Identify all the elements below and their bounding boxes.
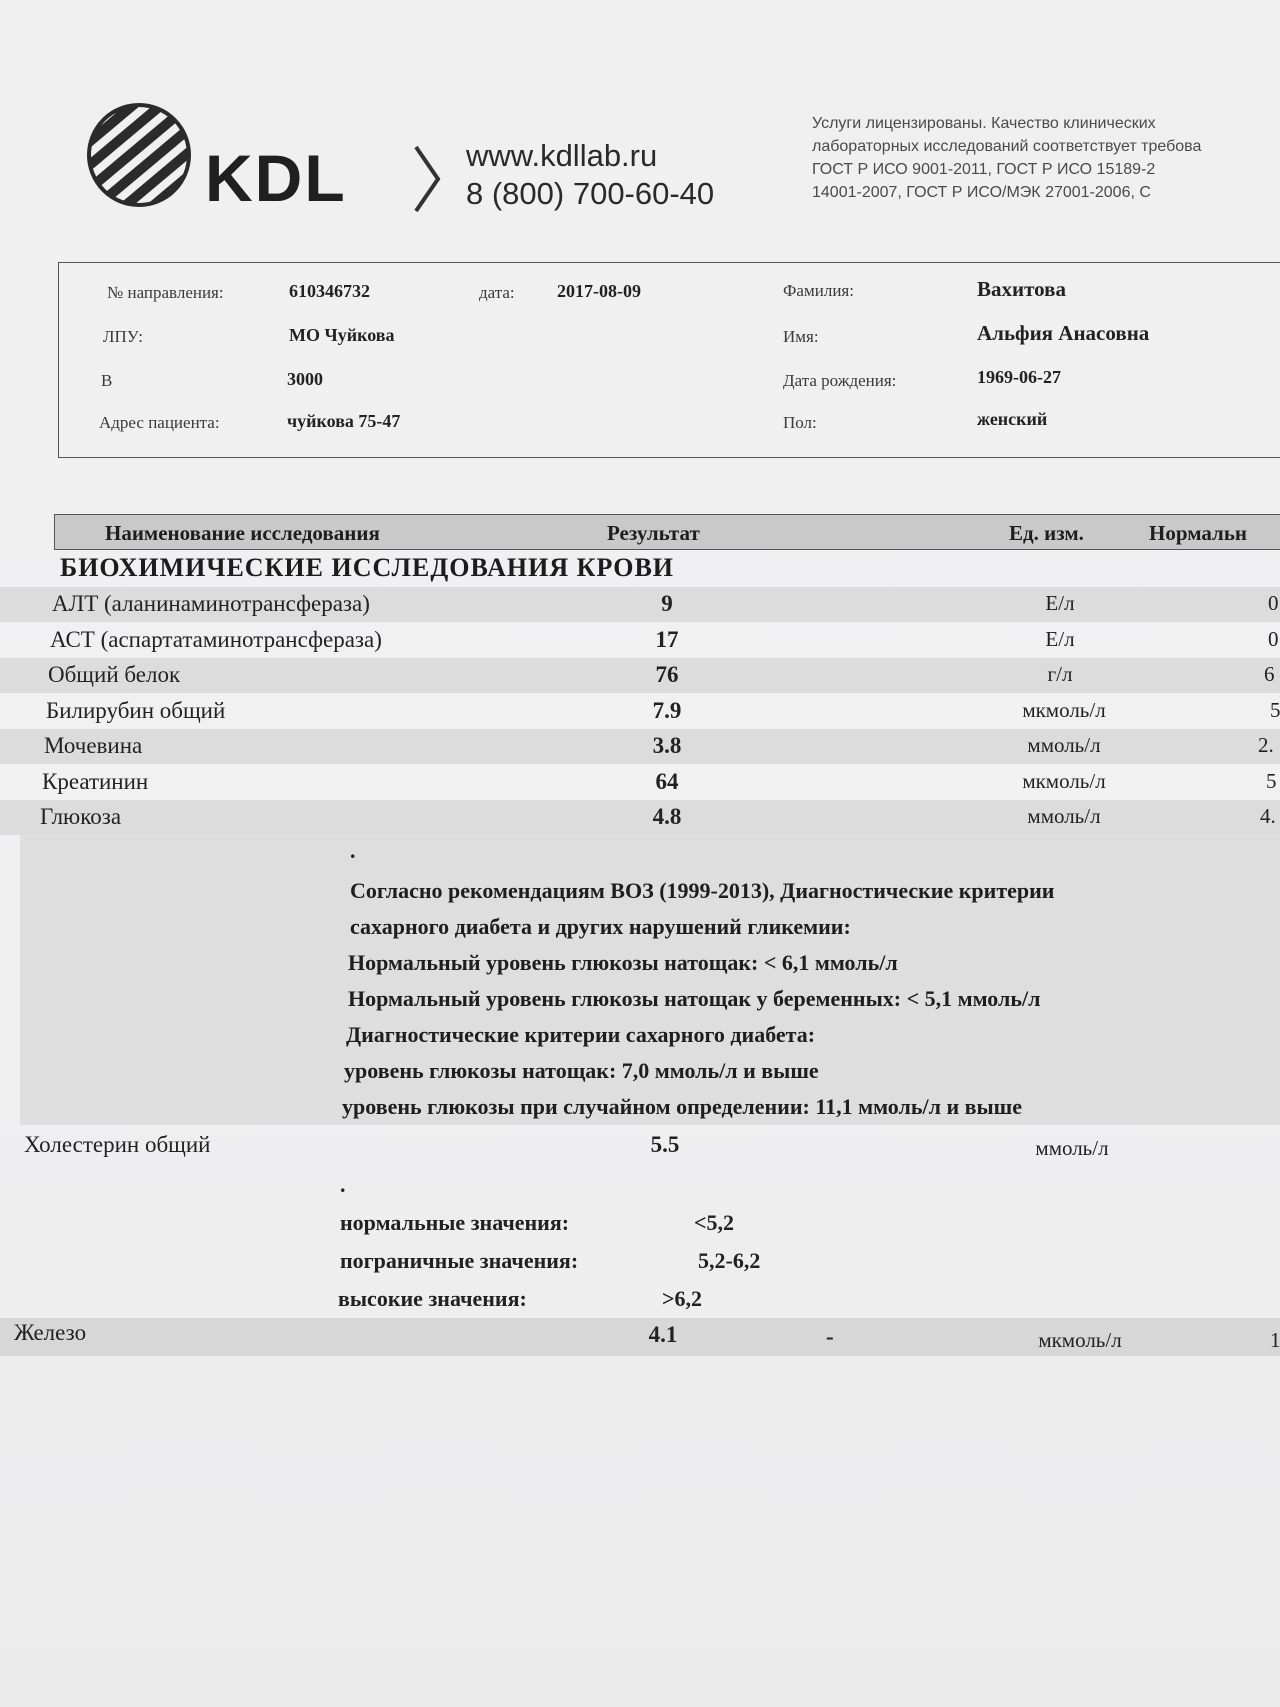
address-label: Адрес пациента: bbox=[99, 413, 220, 432]
table-row bbox=[0, 765, 1280, 800]
sex-value: женский bbox=[977, 409, 1048, 429]
test-ref: 0 bbox=[1268, 627, 1279, 651]
test-ref: 6 bbox=[1264, 662, 1275, 686]
test-value: 4.8 bbox=[652, 804, 682, 829]
col-result-header: Результат bbox=[607, 521, 700, 545]
test-flag: - bbox=[826, 1324, 834, 1349]
referral-label: № направления: bbox=[107, 283, 224, 302]
test-value: 17 bbox=[655, 627, 679, 652]
note-bullet: . bbox=[340, 1172, 346, 1197]
table-row bbox=[0, 658, 1280, 693]
license-line: ГОСТ Р ИСО 9001-2011, ГОСТ Р ИСО 15189-2 bbox=[812, 161, 1156, 178]
name-value: Альфия Анасовна bbox=[977, 321, 1150, 345]
lpu-value: МО Чуйкова bbox=[289, 325, 395, 345]
dob-label: Дата рождения: bbox=[783, 371, 897, 390]
table-row bbox=[0, 587, 1280, 622]
test-value: 76 bbox=[655, 662, 679, 687]
note-line: уровень глюкозы натощак: 7,0 ммоль/л и выше bbox=[344, 1058, 819, 1083]
surname-value: Вахитова bbox=[977, 277, 1066, 301]
col-unit-header: Ед. изм. bbox=[1009, 521, 1084, 545]
website-link[interactable]: www.kdllab.ru bbox=[466, 138, 658, 173]
note-line: Нормальный уровень глюкозы натощак у беременных: < 5,1 ммоль/л bbox=[348, 986, 1041, 1011]
test-name: АЛТ (аланинаминотрансфераза) bbox=[52, 591, 370, 616]
surname-label: Фамилия: bbox=[783, 281, 854, 300]
results-table-header bbox=[54, 514, 1280, 550]
test-ref: 0 bbox=[1268, 591, 1279, 615]
name-label: Имя: bbox=[783, 327, 819, 346]
test-ref: 1 bbox=[1270, 1328, 1280, 1352]
cholesterol-border-value: 5,2-6,2 bbox=[698, 1248, 761, 1273]
note-bullet: . bbox=[350, 838, 356, 863]
patient-info-box bbox=[58, 262, 1280, 458]
kdl-logo-icon bbox=[84, 100, 194, 210]
test-unit: ммоль/л bbox=[1027, 733, 1101, 757]
cholesterol-norm-value: <5,2 bbox=[694, 1210, 735, 1235]
brand-name: KDL bbox=[205, 141, 347, 215]
lpu-label: ЛПУ: bbox=[103, 327, 143, 346]
chevron-right-icon bbox=[412, 145, 442, 213]
test-name: АСТ (аспартатаминотрансфераза) bbox=[50, 627, 382, 652]
v-value: 3000 bbox=[287, 369, 323, 389]
test-value: 7.9 bbox=[652, 698, 682, 723]
table-row bbox=[0, 1130, 1280, 1165]
dob-value: 1969-06-27 bbox=[977, 367, 1061, 387]
cholesterol-norm-label: нормальные значения: bbox=[340, 1210, 570, 1235]
test-ref: 2. bbox=[1258, 733, 1274, 757]
test-unit: ммоль/л bbox=[1035, 1136, 1109, 1160]
referral-value: 610346732 bbox=[289, 281, 370, 301]
test-value: 5.5 bbox=[650, 1132, 680, 1157]
address-value: чуйкова 75-47 bbox=[287, 411, 401, 431]
test-name: Мочевина bbox=[44, 733, 143, 758]
license-line: 14001-2007, ГОСТ Р ИСО/МЭК 27001-2006, С bbox=[812, 184, 1151, 201]
table-row bbox=[0, 694, 1280, 729]
date-label: дата: bbox=[479, 283, 515, 302]
note-line: сахарного диабета и других нарушений гликемии: bbox=[350, 914, 851, 939]
table-row bbox=[0, 800, 1280, 835]
test-unit: Е/л bbox=[1045, 591, 1075, 615]
phone-number: 8 (800) 700-60-40 bbox=[466, 176, 715, 211]
note-line: Диагностические критерии сахарного диабета: bbox=[346, 1022, 816, 1047]
test-unit: мкмоль/л bbox=[1022, 698, 1106, 722]
section-title: БИОХИМИЧЕСКИЕ ИССЛЕДОВАНИЯ КРОВИ bbox=[60, 553, 675, 582]
test-name: Холестерин общий bbox=[24, 1132, 211, 1157]
test-unit: Е/л bbox=[1045, 627, 1075, 651]
test-name: Глюкоза bbox=[40, 804, 122, 829]
col-name-header: Наименование исследования bbox=[105, 521, 380, 545]
note-line: Согласно рекомендациям ВОЗ (1999-2013), Диагностические критерии bbox=[350, 878, 1055, 903]
cholesterol-border-label: пограничные значения: bbox=[340, 1248, 579, 1273]
table-row bbox=[0, 623, 1280, 658]
table-row bbox=[0, 729, 1280, 764]
license-line: Услуги лицензированы. Качество клинических bbox=[812, 115, 1156, 132]
table-row bbox=[0, 1318, 1280, 1356]
test-unit: мкмоль/л bbox=[1022, 769, 1106, 793]
test-value: 3.8 bbox=[652, 733, 682, 758]
license-text bbox=[812, 112, 1280, 204]
cholesterol-high-value: >6,2 bbox=[662, 1286, 703, 1311]
test-unit: ммоль/л bbox=[1027, 804, 1101, 828]
test-ref: 5 bbox=[1270, 698, 1280, 722]
col-norm-header: Нормальн bbox=[1149, 521, 1248, 545]
note-line: Нормальный уровень глюкозы натощак: < 6,1 ммоль/л bbox=[348, 950, 898, 975]
cholesterol-high-label: высокие значения: bbox=[338, 1286, 527, 1311]
test-ref: 5 bbox=[1266, 769, 1277, 793]
sex-label: Пол: bbox=[783, 413, 817, 432]
test-name: Железо bbox=[14, 1320, 87, 1345]
test-name: Общий белок bbox=[48, 662, 181, 687]
license-line: лабораторных исследований соответствует требова bbox=[812, 138, 1202, 155]
v-label: В bbox=[101, 371, 113, 390]
test-name: Билирубин общий bbox=[46, 698, 226, 723]
test-value: 64 bbox=[655, 769, 679, 794]
note-line: уровень глюкозы при случайном определении: 11,1 ммоль/л и выше bbox=[342, 1094, 1023, 1119]
test-unit: мкмоль/л bbox=[1038, 1328, 1122, 1352]
test-value: 9 bbox=[661, 591, 673, 616]
date-value: 2017-08-09 bbox=[557, 281, 641, 301]
test-ref: 4. bbox=[1260, 804, 1276, 828]
test-unit: г/л bbox=[1047, 662, 1073, 686]
test-value: 4.1 bbox=[648, 1322, 678, 1347]
test-name: Креатинин bbox=[42, 769, 149, 794]
